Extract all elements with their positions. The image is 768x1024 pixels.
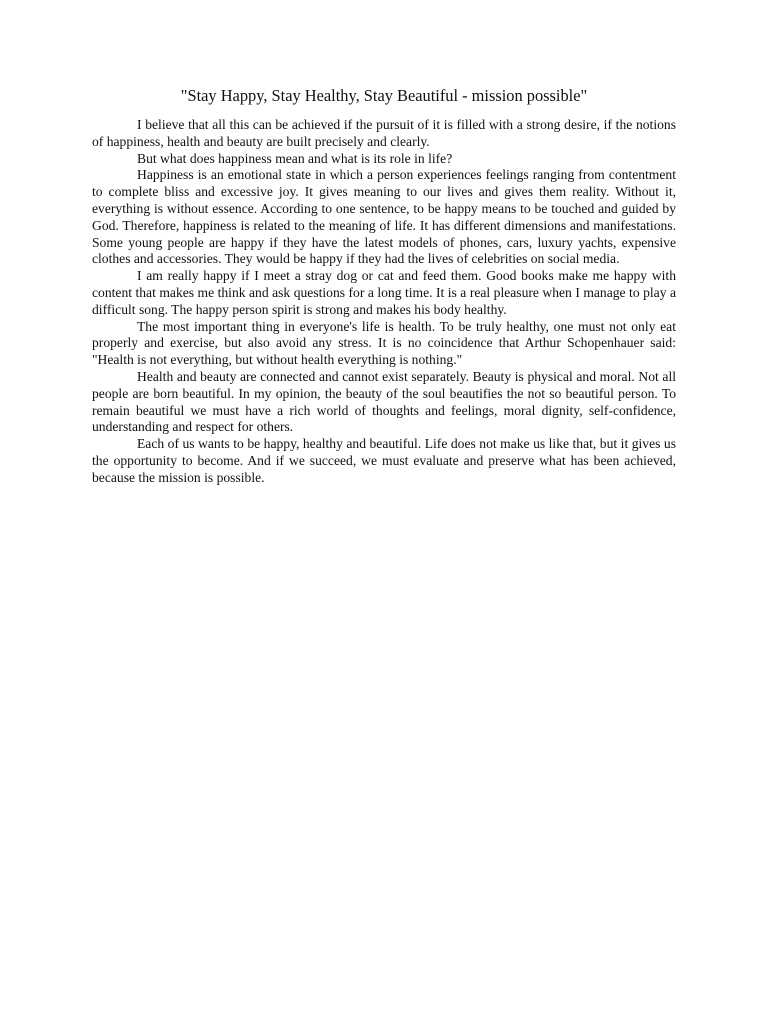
paragraph-2: But what does happiness mean and what is its role in life? <box>137 150 453 166</box>
paragraph-7: Each of us wants to be happy, healthy and beautiful. Life does not make us like that, but it gives us the opportunity to become. And if we succeed, we must evaluate and preserve what has been achieved, because the mission is possible. <box>92 436 676 485</box>
paragraph-3: Happiness is an emotional state in which a person experiences feelings ranging from contentment to complete bliss and excessive joy. It gives meaning to our lives and gives them reality. Without it, everything is without essence. According to one sentence, to be happy means to be touched and guided by God. Therefore, happiness is related to the meaning of life. It has different dimensions and manifestations. Some young people are happy if they have the latest models of phones, cars, luxury yachts, expensive clothes and accessories. They would be happy if they had the lives of celebrities on social media. <box>92 167 676 267</box>
paragraph-5: The most important thing in everyone's life is health. To be truly healthy, one must not only eat properly and exercise, but also avoid any stress. It is no coincidence that Arthur Schopenhauer said: "Health is not everything, but without health everything is nothing." <box>92 318 676 368</box>
document-body <box>92 117 676 487</box>
paragraph-4: I am really happy if I meet a stray dog or cat and feed them. Good books make me happy with content that makes me think and ask questions for a long time. It is a real pleasure when I manage to play a difficult song. The happy person spirit is strong and makes his body healthy. <box>92 268 676 317</box>
document-title: "Stay Happy, Stay Healthy, Stay Beautiful - mission possible" <box>180 86 588 105</box>
paragraph-6: Health and beauty are connected and cannot exist separately. Beauty is physical and moral. Not all people are born beautiful. In my opinion, the beauty of the soul beautifies the not so beautiful person. To remain beautiful we must have a rich world of thoughts and feelings, moral dignity, self-confidence, understanding and respect for others. <box>92 368 676 435</box>
paragraph-1: I believe that all this can be achieved if the pursuit of it is filled with a strong desire, if the notions of happiness, health and beauty are built precisely and clearly. <box>92 117 676 149</box>
